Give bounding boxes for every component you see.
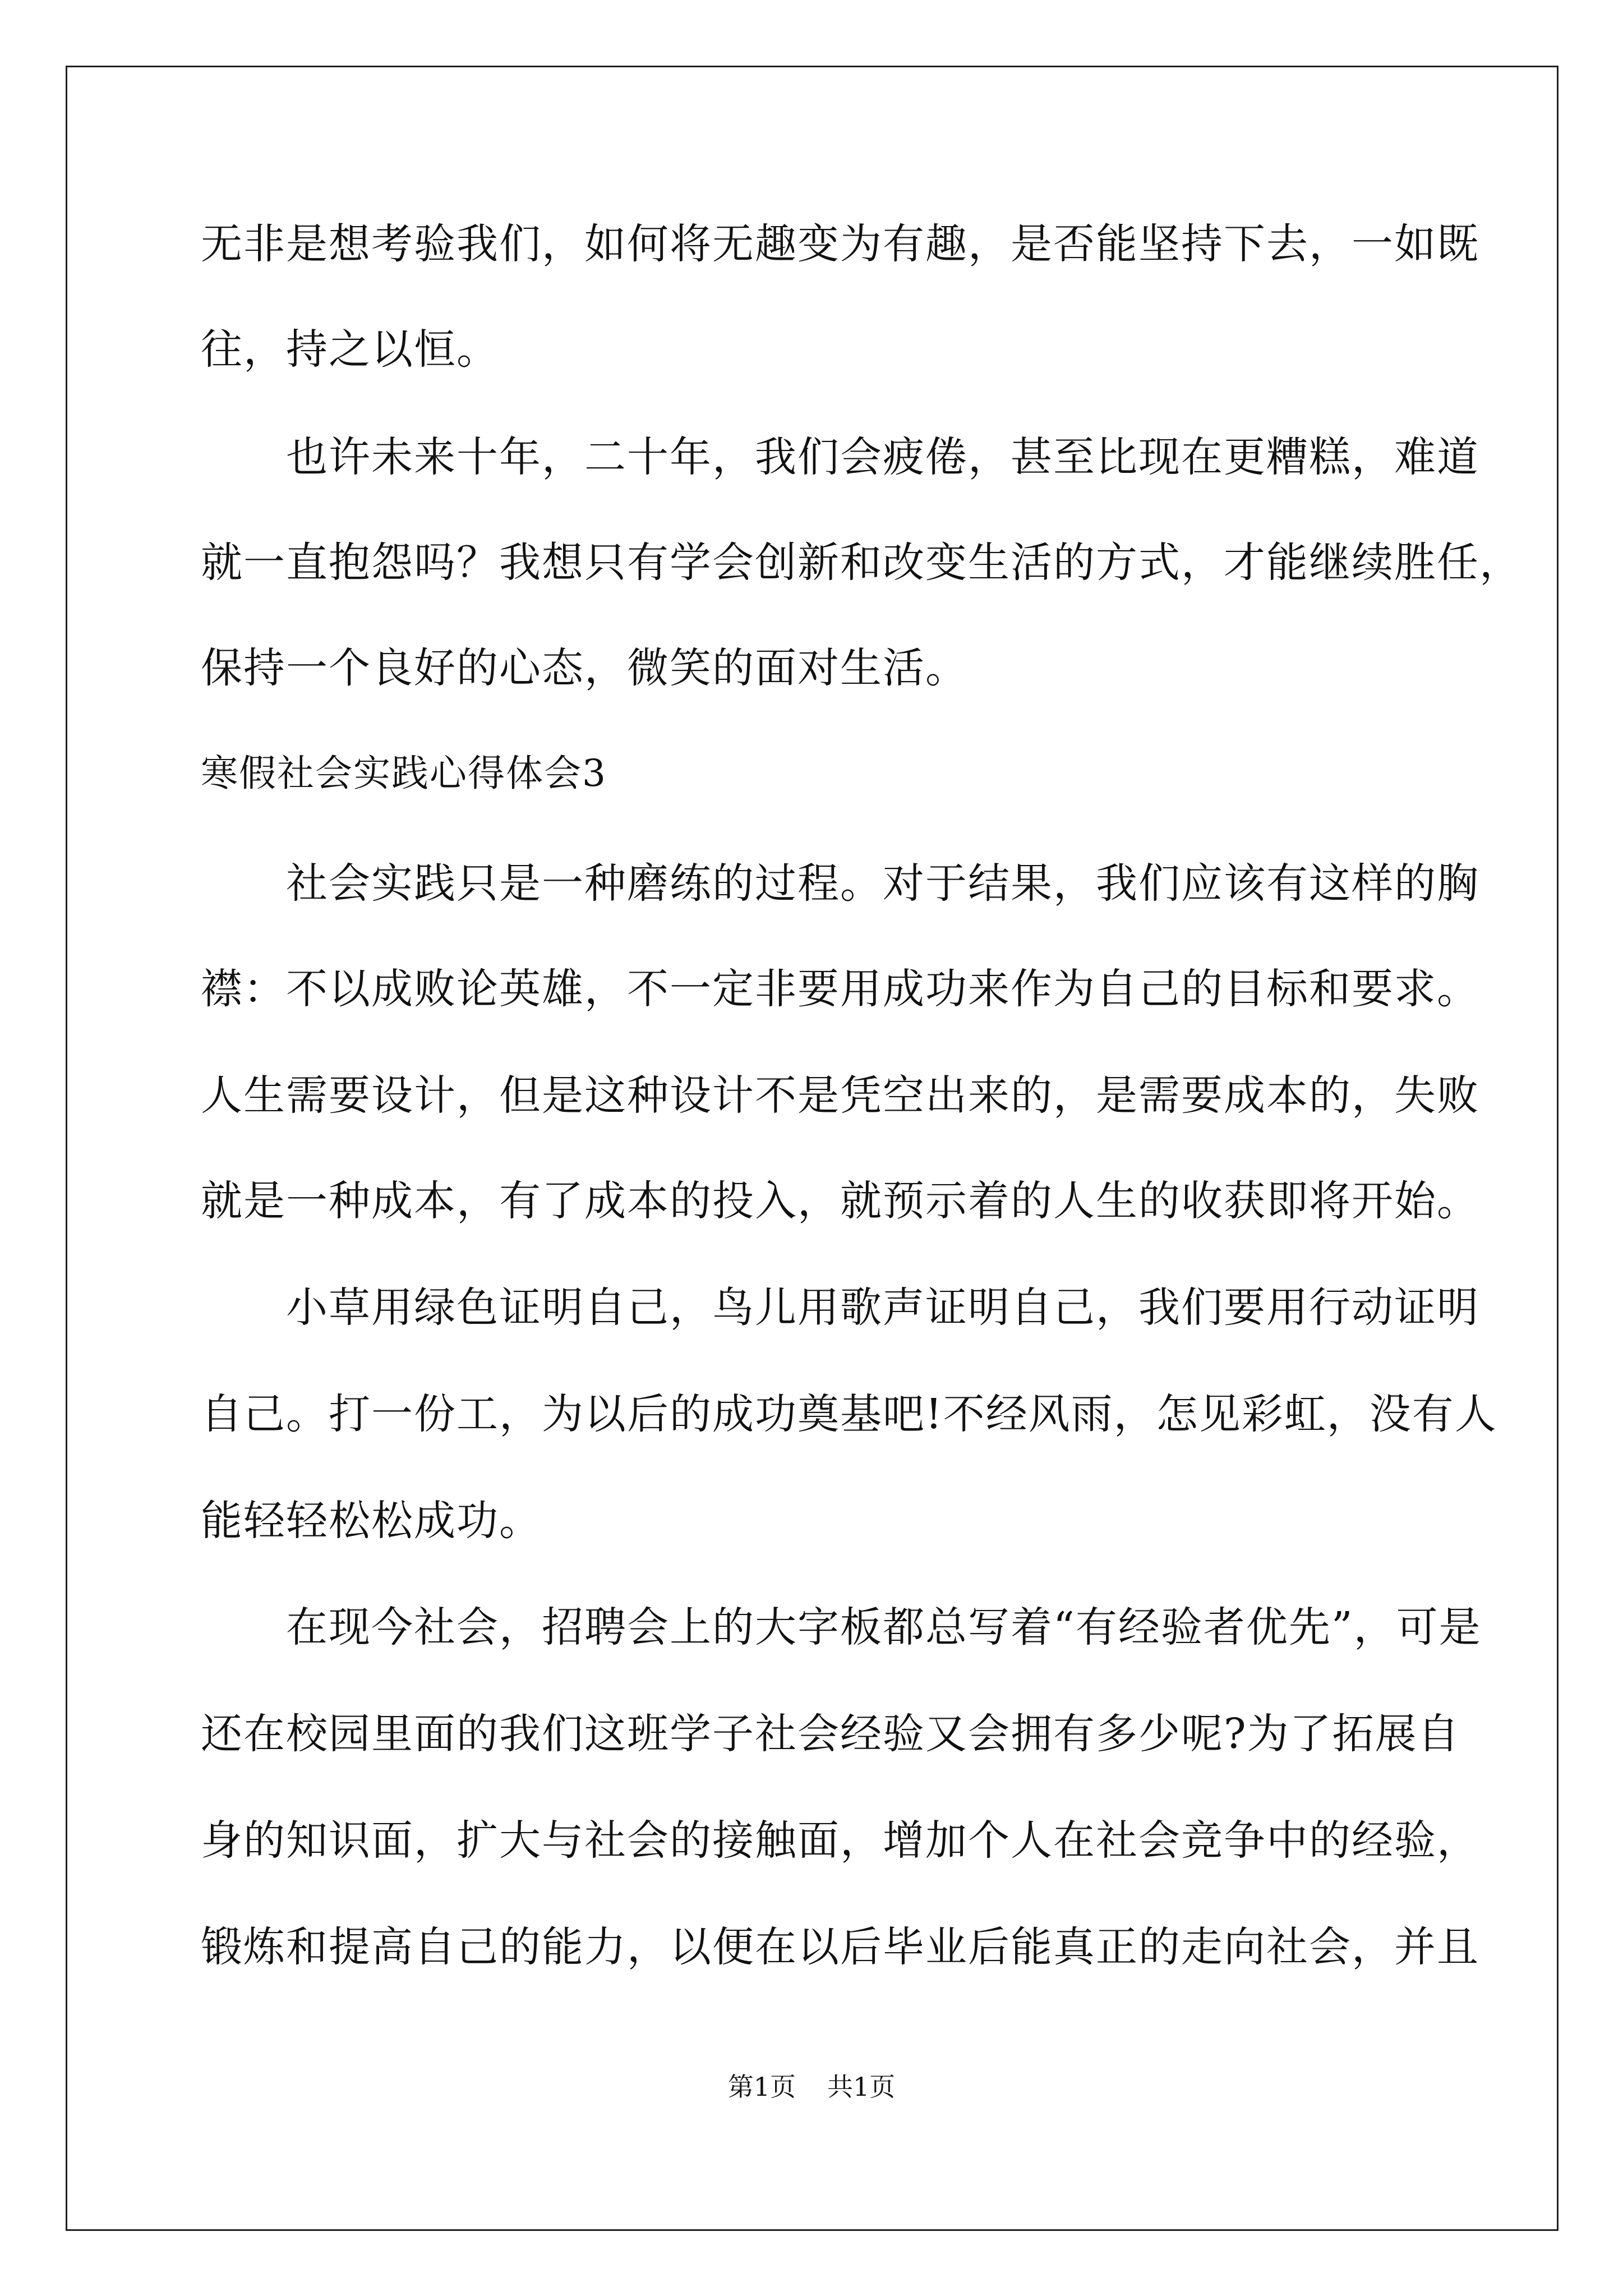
text-line: 在现今社会，招聘会上的大字板都总写着“有经验者优先”，可是 xyxy=(201,1603,1482,1651)
text-line: 就是一种成本，有了成本的投入，就预示着的人生的收获即将开始。 xyxy=(201,1177,1479,1225)
page-footer xyxy=(0,2070,1623,2104)
page-total: 共1页 xyxy=(827,2072,896,2102)
text-line: 锻炼和提高自己的能力，以便在以后毕业后能真正的走向社会，并且 xyxy=(201,1923,1479,1971)
text-line: 还在校园里面的我们这班学子社会经验又会拥有多少呢?为了拓展自 xyxy=(201,1710,1460,1758)
text-line: 保持一个良好的心态，微笑的面对生活。 xyxy=(201,644,968,692)
text-line: 无非是想考验我们，如何将无趣变为有趣，是否能坚持下去，一如既 xyxy=(201,220,1479,268)
page-border xyxy=(66,66,1559,2231)
text-line: 社会实践只是一种磨练的过程。对于结果，我们应该有这样的胸 xyxy=(201,859,1479,908)
section-heading: 寒假社会实践心得体会3 xyxy=(201,752,607,795)
text-line: 襟：不以成败论英雄，不一定非要用成功来作为自己的目标和要求。 xyxy=(201,965,1479,1013)
text-line: 小草用绿色证明自己，鸟儿用歌声证明自己，我们要用行动证明 xyxy=(201,1283,1479,1332)
page-number: 第1页 xyxy=(727,2072,796,2102)
text-line: 就一直抱怨吗？我想只有学会创新和改变生活的方式，才能继续胜任， xyxy=(201,539,1522,587)
text-line: 身的知识面，扩大与社会的接触面，增加个人在社会竞争中的经验， xyxy=(201,1816,1479,1865)
text-line: 自己。打一份工，为以后的成功奠基吧!不经风雨，怎见彩虹，没有人 xyxy=(201,1390,1497,1438)
text-line: 也许未来十年，二十年，我们会疲倦，甚至比现在更糟糕，难道 xyxy=(201,433,1479,481)
text-line: 能轻轻松松成功。 xyxy=(201,1497,542,1545)
text-line: 往，持之以恒。 xyxy=(201,325,499,374)
text-line: 人生需要设计，但是这种设计不是凭空出来的，是需要成本的，失败 xyxy=(201,1071,1479,1120)
